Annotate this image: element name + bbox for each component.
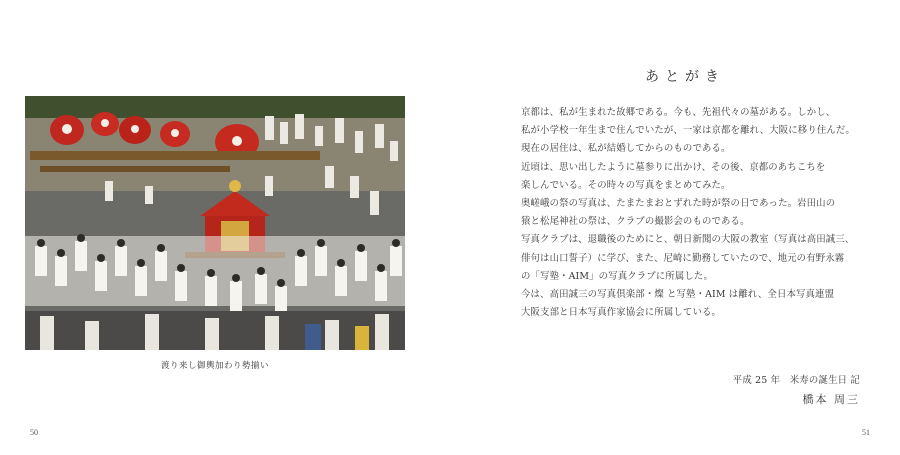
body-line: 現在の居住は、私が結婚してからのものである。 [521, 143, 731, 155]
body-line: 奥嵯峨の祭の写真は、たまたまおとずれた時が祭の日であった。岩田山の [521, 198, 836, 210]
signature-block [733, 372, 860, 407]
festival-photo [25, 96, 405, 350]
body-line: 楽しんでいる。その時々の写真をまとめてみた。 [521, 179, 731, 191]
body-line: の「写塾・AIM」の写真クラブに所属した。 [521, 270, 713, 282]
page-number-left: 50 [30, 428, 38, 437]
photo-caption: 渡り来し御輿加わり勢揃い [160, 361, 269, 371]
body-line: 近頃は、思い出したように墓参りに出かけ、その後、京都のあちこちを [521, 161, 826, 173]
body-line: 俳句は山口誓子）に学び、また、尼崎に勤務していたので、地元の有野永霧 [521, 252, 845, 264]
signature-date: 平成 25 年 米寿の誕生日 記 [732, 375, 860, 386]
author-name: 橋本 周三 [802, 393, 860, 406]
afterword-body [521, 104, 861, 322]
body-line: 京都は、私が生まれた故郷である。今も、先祖代々の墓がある。しかし、 [521, 107, 836, 118]
page-number-right: 51 [862, 428, 870, 437]
body-line: 猿と松尾神社の祭は、クラブの撮影会のものである。 [521, 216, 750, 228]
body-line: 今は、高田誠三の写真倶楽部・燦 と写塾・AIM は離れ、全日本写真連盟 [521, 289, 835, 301]
body-line: 私が小学校一年生まで住んでいたが、一家は京都を離れ、大阪に移り住んだ。 [521, 125, 855, 137]
body-line: 写真クラブは、退職後のためにと、朝日新聞の大阪の教室（写真は高田誠三、 [521, 234, 855, 246]
body-line: 大阪支部と日本写真作家協会に所属している。 [521, 307, 722, 319]
page-title: あとがき [645, 69, 725, 85]
